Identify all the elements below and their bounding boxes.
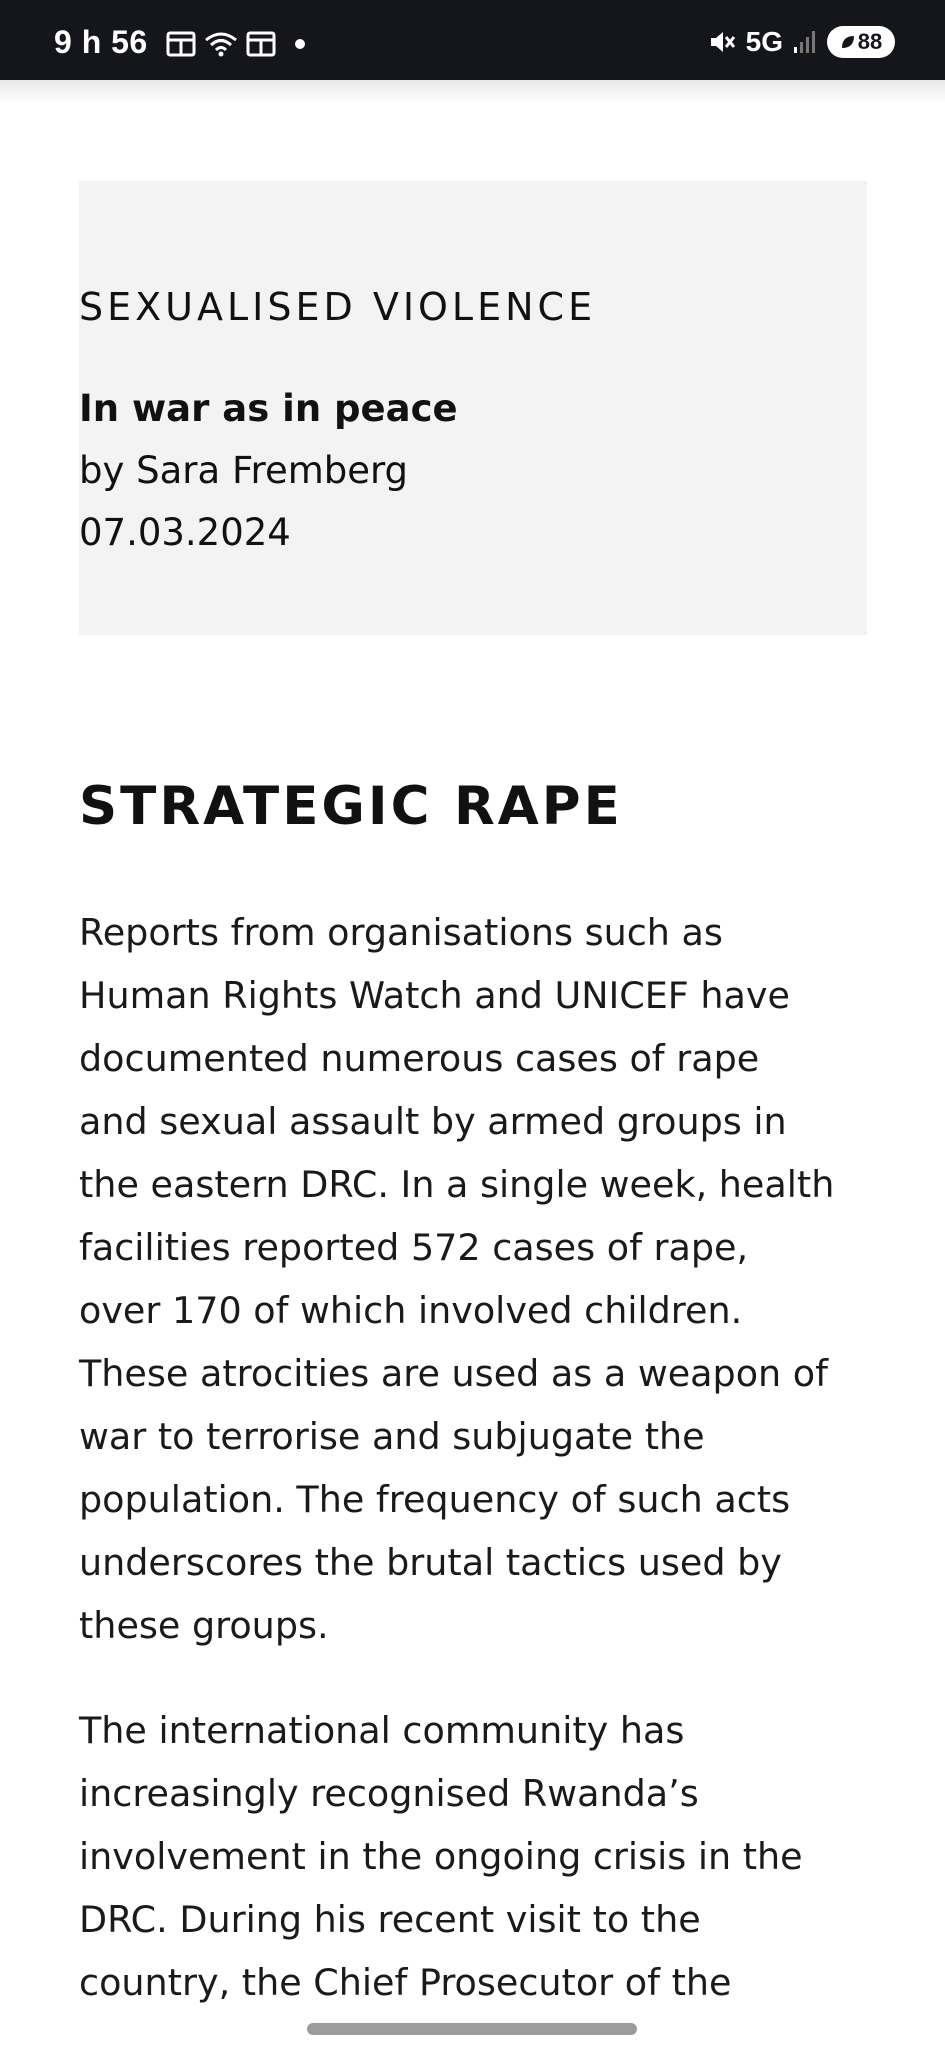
paragraph-line: these groups.: [79, 1604, 329, 1647]
paragraph-line: DRC. During his recent visit to the: [79, 1898, 701, 1941]
article-category[interactable]: SEXUALISED VIOLENCE: [79, 285, 597, 329]
status-time: 9 h 56: [54, 24, 148, 60]
paragraph-line: facilities reported 572 cases of rape,: [79, 1226, 749, 1269]
paragraph-line: and sexual assault by armed groups in: [79, 1100, 787, 1143]
home-indicator[interactable]: [307, 2023, 637, 2035]
mute-icon: [708, 28, 736, 56]
paragraph-line: Reports from organisations such as: [79, 911, 723, 954]
paragraph-line: population. The frequency of such acts: [79, 1478, 791, 1521]
paragraph-line: war to terrorise and subjugate the: [79, 1415, 705, 1458]
paragraph-line: These atrocities are used as a weapon of: [79, 1352, 828, 1395]
news-icon: [246, 31, 276, 57]
article-title: In war as in peace: [79, 387, 458, 430]
status-right: [708, 26, 895, 58]
paragraph-line: the eastern DRC. In a single week, health: [79, 1163, 835, 1206]
news-icon: [166, 31, 196, 57]
article-date: 07.03.2024: [79, 511, 291, 554]
wifi-icon: [204, 30, 238, 58]
body-paragraph: [79, 1699, 879, 2014]
body-paragraph: [79, 901, 879, 1657]
paragraph-line: country, the Chief Prosecutor of the: [79, 1961, 732, 2004]
paragraph-line: involvement in the ongoing crisis in the: [79, 1835, 803, 1878]
signal-icon: [793, 29, 817, 55]
battery-level: 88: [857, 29, 883, 54]
paragraph-line: documented numerous cases of rape: [79, 1037, 760, 1080]
paragraph-line: increasingly recognised Rwanda’s: [79, 1772, 699, 1815]
network-label: 5G: [745, 26, 783, 57]
paragraph-line: The international community has: [79, 1709, 685, 1752]
article-header-card: [79, 181, 867, 635]
battery-indicator: [827, 26, 895, 58]
article-author: by Sara Fremberg: [79, 449, 409, 492]
paragraph-line: Human Rights Watch and UNICEF have: [79, 974, 790, 1017]
status-left-icons: [166, 30, 310, 58]
paragraph-line: underscores the brutal tactics used by: [79, 1541, 782, 1584]
status-bar: [0, 0, 945, 80]
section-heading: STRATEGIC RAPE: [79, 776, 623, 837]
leaf-icon: [840, 34, 856, 50]
paragraph-line: over 170 of which involved children.: [79, 1289, 743, 1332]
notification-dot-icon: [284, 31, 310, 57]
header-shadow: [0, 80, 945, 104]
